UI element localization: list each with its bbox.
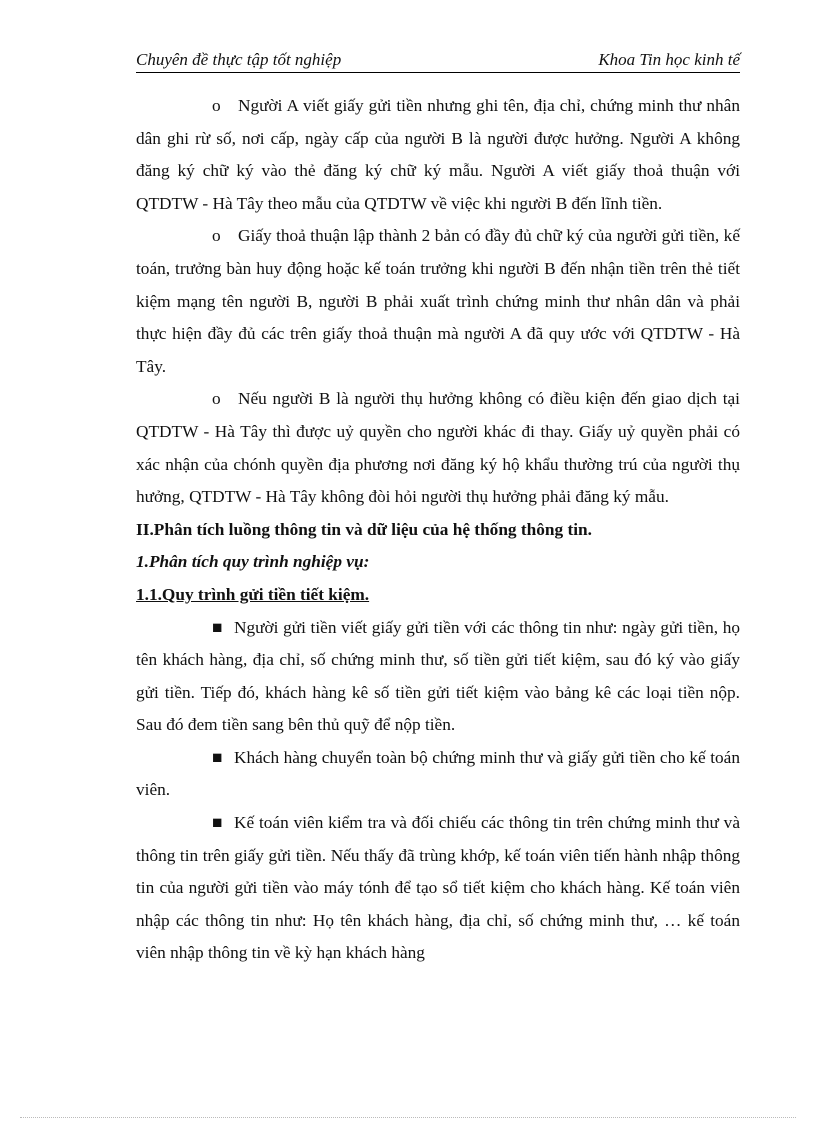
- step-text: Kế toán viên kiểm tra và đối chiếu các thông tin trên chứng minh thư và thông tin trên giấy gửi tiền. Nếu thấy đã trùng khớp, kế toán viên tiến hành nhập thông tin của người gửi tiền vào máy tónh để tạo sổ tiết kiệm cho khách hàng. Kế toán viên nhập các thông tin như: Họ tên khách hàng, địa chỉ, số chứng minh thư, … kế toán viên nhập thông tin về kỳ hạn khách hàng: [136, 813, 740, 963]
- circle-bullet-icon: o: [212, 96, 221, 115]
- paragraph-item: [136, 220, 740, 383]
- paragraph-text: Nếu người B là người thụ hưởng không có điều kiện đến giao dịch tại QTDTW - Hà Tây thì được uỷ quyền cho người khác đi thay. Giấy uỷ quyền phải có xác nhận của chónh quyền địa phương nơi đăng ký hộ khẩu thường trú của người thụ hưởng, QTDTW - Hà Tây không đòi hỏi người thụ hưởng phải đăng ký mẫu.: [136, 389, 740, 507]
- subsection-heading-1-1-text: 1.1.Quy trình gửi tiền tiết kiệm.: [136, 584, 370, 604]
- step-item: [136, 807, 740, 970]
- page-header: [136, 50, 740, 73]
- square-bullet-icon: ■: [212, 747, 223, 767]
- section-heading-ii: II.Phân tích luồng thông tin và dữ liệu của hệ thống thông tin.: [136, 519, 592, 539]
- paragraph-text: Giấy thoả thuận lập thành 2 bản có đầy đủ chữ ký của người gửi tiền, kế toán, trưởng bàn huy động hoặc kế toán trưởng khi người B đến nhận tiền trên thẻ tiết kiệm mạng tên người B, người B phải xuất trình chứng minh thư nhân dân và phải thực hiện đầy đủ các trên giấy thoả thuận mà người A đã quy ước với QTDTW - Hà Tây.: [136, 226, 740, 376]
- step-text: Khách hàng chuyển toàn bộ chứng minh thư và giấy gửi tiền cho kế toán viên.: [136, 747, 740, 800]
- header-right-title: Khoa Tin học kinh tế: [598, 50, 740, 69]
- square-bullet-icon: ■: [212, 813, 223, 833]
- document-body: [136, 90, 740, 970]
- subsection-heading-1: 1.Phân tích quy trình nghiệp vụ:: [136, 552, 370, 572]
- square-bullet-icon: ■: [212, 617, 223, 637]
- footer-divider: [20, 1117, 796, 1118]
- paragraph-item: [136, 90, 740, 220]
- header-left-title: Chuyên đề thực tập tốt nghiệp: [136, 50, 342, 69]
- step-item: [136, 612, 740, 742]
- step-item: [136, 742, 740, 807]
- paragraph-text: Người A viết giấy gửi tiền nhưng ghi tên, địa chỉ, chứng minh thư nhân dân ghi rừ số, nơi cấp, ngày cấp của người B là người được hưởng. Người A không đăng ký chữ ký vào thẻ đăng ký chữ ký mẫu. Người A viết giấy thoả thuận với QTDTW - Hà Tây theo mẫu của QTDTW về việc khi người B đến lĩnh tiền.: [136, 96, 740, 213]
- circle-bullet-icon: o: [212, 389, 221, 409]
- circle-bullet-icon: o: [212, 226, 221, 246]
- paragraph-item: [136, 383, 740, 513]
- step-text: Người gửi tiền viết giấy gửi tiền với các thông tin như: ngày gửi tiền, họ tên khách hàng, địa chỉ, số chứng minh thư, số tiền gửi tiết kiệm, sau đó ký vào giấy gửi tiền. Tiếp đó, khách hàng kê số tiền gửi tiết kiệm vào bảng kê các loại tiền nộp. Sau đó đem tiền sang bên thủ quỹ để nộp tiền.: [136, 617, 740, 735]
- subsection-heading-1-1: [136, 579, 740, 612]
